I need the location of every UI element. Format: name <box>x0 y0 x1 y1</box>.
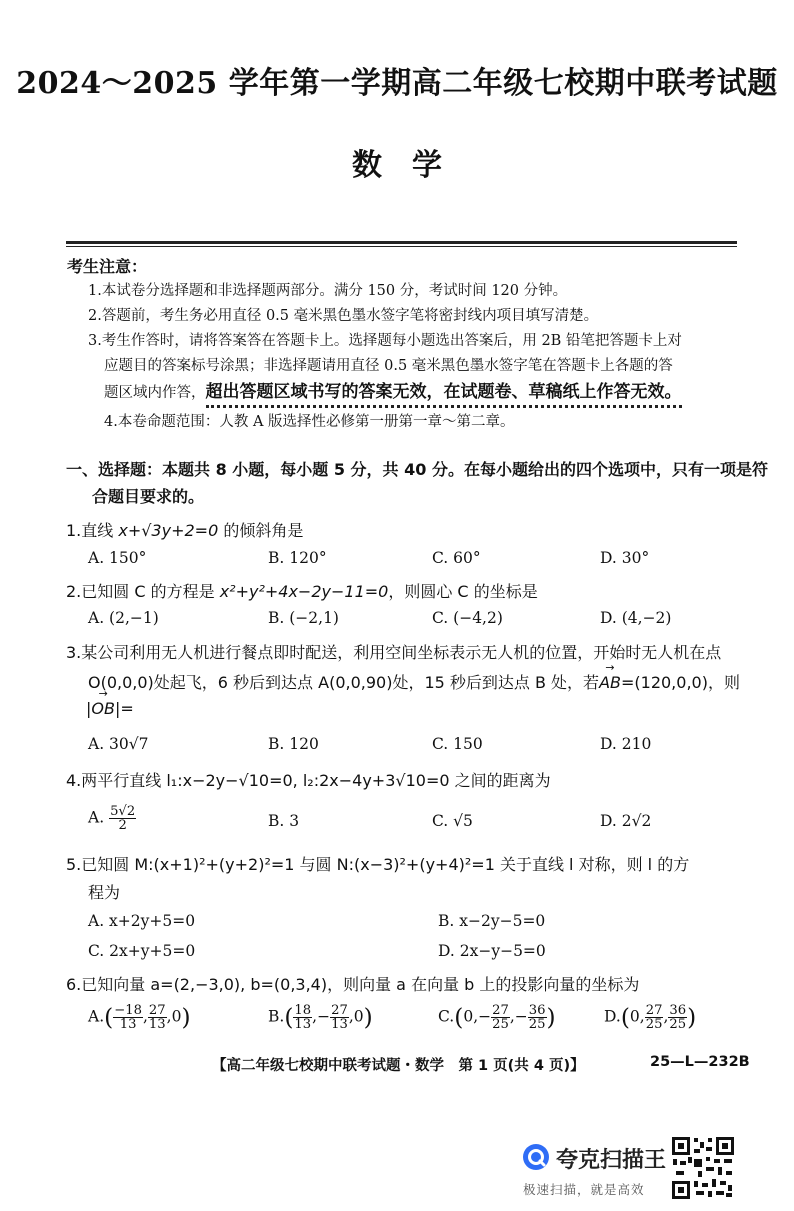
q4-option-d: D. 2√2 <box>600 812 652 830</box>
exam-code: 25—L—232B <box>650 1054 750 1070</box>
q1-option-c: C. 60° <box>432 549 481 567</box>
q3-option-d: D. 210 <box>600 735 652 753</box>
q3-text: O(0,0,0)处起飞，6 秒后到达点 A(0,0,90)处，15 秒后到达点 B 处，若 <box>88 673 600 692</box>
section-heading-cont: 合题目要求的。 <box>92 487 205 506</box>
q6-b-frac2-den: 13 <box>331 1017 348 1033</box>
q6-c-frac2-num: 36 <box>528 1003 546 1018</box>
q4-option-a <box>88 805 136 832</box>
header-divider-thin <box>66 246 737 247</box>
exam-title: 2024～2025 学年第一学期高二年级七校期中联考试题 <box>16 66 778 101</box>
scanner-slogan: 极速扫描，就是高效 <box>523 1182 645 1197</box>
q6-option-d: D.(0, $\frac{27}{25}$ , $\frac{36}{25}$ ) <box>604 1003 697 1033</box>
q1-stem-end: 的倾斜角是 <box>218 521 304 540</box>
q3-eq: = <box>120 699 134 718</box>
q6-option-c: C.(0,− $\frac{27}{25}$ ,− $\frac{36}{25}$ ) <box>438 1003 556 1033</box>
notice-item-emphasis-line <box>104 377 682 402</box>
q2-stem-end: ，则圆心 C 的坐标是 <box>388 582 538 601</box>
q5-option-b: B. x−2y−5=0 <box>438 912 546 930</box>
question-5-line1: 5.已知圆 M:(x+1)²+(y+2)²=1 与圆 N:(x−3)²+(y+4)²=1 关于直线 l 对称，则 l 的方 <box>66 855 690 874</box>
q6-b-tail: 0 <box>353 1007 364 1026</box>
q6-c-frac1-num: 27 <box>492 1003 509 1018</box>
q6-option-c-label: C. <box>438 1007 455 1026</box>
subject-title: 数学 <box>352 148 472 183</box>
header-divider-thick <box>66 241 737 244</box>
q4-option-b: B. 3 <box>268 812 300 830</box>
q6-a-frac1-den: 13 <box>119 1017 137 1033</box>
q3-option-c: C. 150 <box>432 735 483 753</box>
q1-equation: x+√3y+2=0 <box>118 521 219 540</box>
q6-option-b: B.( $\frac{18}{13}$ ,− $\frac{27}{13}$ ,0) <box>268 1003 373 1033</box>
question-3-line3: |→ OB|= <box>86 699 134 718</box>
q6-a-frac2-num: 27 <box>148 1003 166 1018</box>
q5-option-a: A. x+2y+5=0 <box>88 912 196 930</box>
q3-option-a: A. 30√7 <box>88 735 149 753</box>
q6-b-frac1-num: 18 <box>294 1003 312 1018</box>
q4-option-a-numerator: 5√2 <box>110 804 136 819</box>
question-2 <box>66 579 538 602</box>
q6-a-frac1-num: −18 <box>114 1003 142 1018</box>
question-3-line1: 3.某公司利用无人机进行餐点即时配送，利用空间坐标表示无人机的位置，开始时无人机在点 <box>66 643 722 662</box>
q6-option-a: A.( $\frac{-18}{13}$ , $\frac{27}{13}$ ,0) <box>88 1003 191 1033</box>
scanner-brand: 夸克扫描王 <box>556 1148 667 1173</box>
q6-option-a-label: A. <box>88 1007 105 1026</box>
q2-option-b: B. (−2,1) <box>268 609 339 627</box>
q6-b-frac2-num: 27 <box>331 1003 348 1018</box>
q6-option-d-label: D. <box>604 1007 621 1026</box>
notice-item: 4.本卷命题范围：人教 A 版选择性必修第一册第一章～第二章。 <box>104 414 515 430</box>
question-1 <box>66 518 303 541</box>
notice-item: 3.考生作答时，请将答案答在答题卡上。选择题每小题选出答案后，用 2B 铅笔把答题卡上对 <box>88 333 682 349</box>
q1-stem: 1.直线 <box>66 521 119 540</box>
question-6: 6.已知向量 a=(2,−3,0), b=(0,3,4)，则向量 a 在向量 b 上的投影向量的坐标为 <box>66 975 640 994</box>
q4-option-a-label: A. <box>88 808 105 827</box>
page-footer: 【高二年级七校期中联考试题・数学 第 1 页(共 4 页)】 <box>212 1058 585 1074</box>
q6-b-frac1-den: 13 <box>294 1017 312 1033</box>
notice-item: 应题目的答案标号涂黑；非选择题请用直径 0.5 毫米黑色墨水签字笔在答题卡上各题的答 <box>104 358 673 374</box>
q1-option-a: A. 150° <box>88 549 147 567</box>
q6-c-lead: 0 <box>463 1007 474 1026</box>
question-3-line2 <box>88 670 740 693</box>
q3-vector-ab: → AB <box>599 673 621 692</box>
question-5-line2: 程为 <box>88 883 121 902</box>
q3-vector-ob: → OB <box>91 699 115 718</box>
q2-equation: x²+y²+4x−2y−11=0 <box>219 582 389 601</box>
q6-a-frac2-den: 13 <box>148 1017 166 1033</box>
q6-d-frac1-num: 27 <box>645 1003 663 1018</box>
q2-option-a: A. (2,−1) <box>88 609 159 627</box>
section-heading: 一、选择题：本题共 8 小题，每小题 5 分，共 40 分。在每小题给出的四个选项中，只有一项是符 <box>66 460 768 479</box>
qr-code-icon[interactable] <box>670 1135 736 1201</box>
q1-option-d: D. 30° <box>600 549 650 567</box>
q1-option-b: B. 120° <box>268 549 327 567</box>
q6-d-lead: 0 <box>629 1007 640 1026</box>
q2-option-d: D. (4,−2) <box>600 609 672 627</box>
q4-option-a-denominator: 2 <box>118 818 127 834</box>
q6-d-frac2-den: 25 <box>669 1017 687 1033</box>
q4-option-c: C. √5 <box>432 812 473 830</box>
question-4: 4.两平行直线 l₁:x−2y−√10=0, l₂:2x−4y+3√10=0 之间的距离为 <box>66 771 551 790</box>
q6-c-frac1-den: 25 <box>492 1017 509 1033</box>
notice-heading: 考生注意： <box>67 257 148 276</box>
q3-text-cont: =(120,0,0)，则 <box>620 673 740 692</box>
q6-d-frac2-num: 36 <box>669 1003 687 1018</box>
notice-item: 1.本试卷分选择题和非选择题两部分。满分 150 分，考试时间 120 分钟。 <box>88 283 568 299</box>
q5-option-c: C. 2x+y+5=0 <box>88 942 196 960</box>
q6-c-frac2-den: 25 <box>528 1017 546 1033</box>
notice-emphasis: 超出答题区域书写的答案无效，在试题卷、草稿纸上作答无效。 <box>206 382 682 408</box>
notice-item: 2.答题前，考生务必用直径 0.5 毫米黑色墨水签字笔将密封线内项目填写清楚。 <box>88 308 599 324</box>
q2-option-c: C. (−4,2) <box>432 609 503 627</box>
scanner-logo-icon <box>521 1142 551 1172</box>
q5-option-d: D. 2x−y−5=0 <box>438 942 546 960</box>
q6-d-frac1-den: 25 <box>645 1017 663 1033</box>
q3-option-b: B. 120 <box>268 735 319 753</box>
q6-a-tail: 0 <box>171 1007 182 1026</box>
notice-item: 题区域内作答， <box>104 385 206 401</box>
q2-stem: 2.已知圆 C 的方程是 <box>66 582 220 601</box>
q6-option-b-label: B. <box>268 1007 285 1026</box>
